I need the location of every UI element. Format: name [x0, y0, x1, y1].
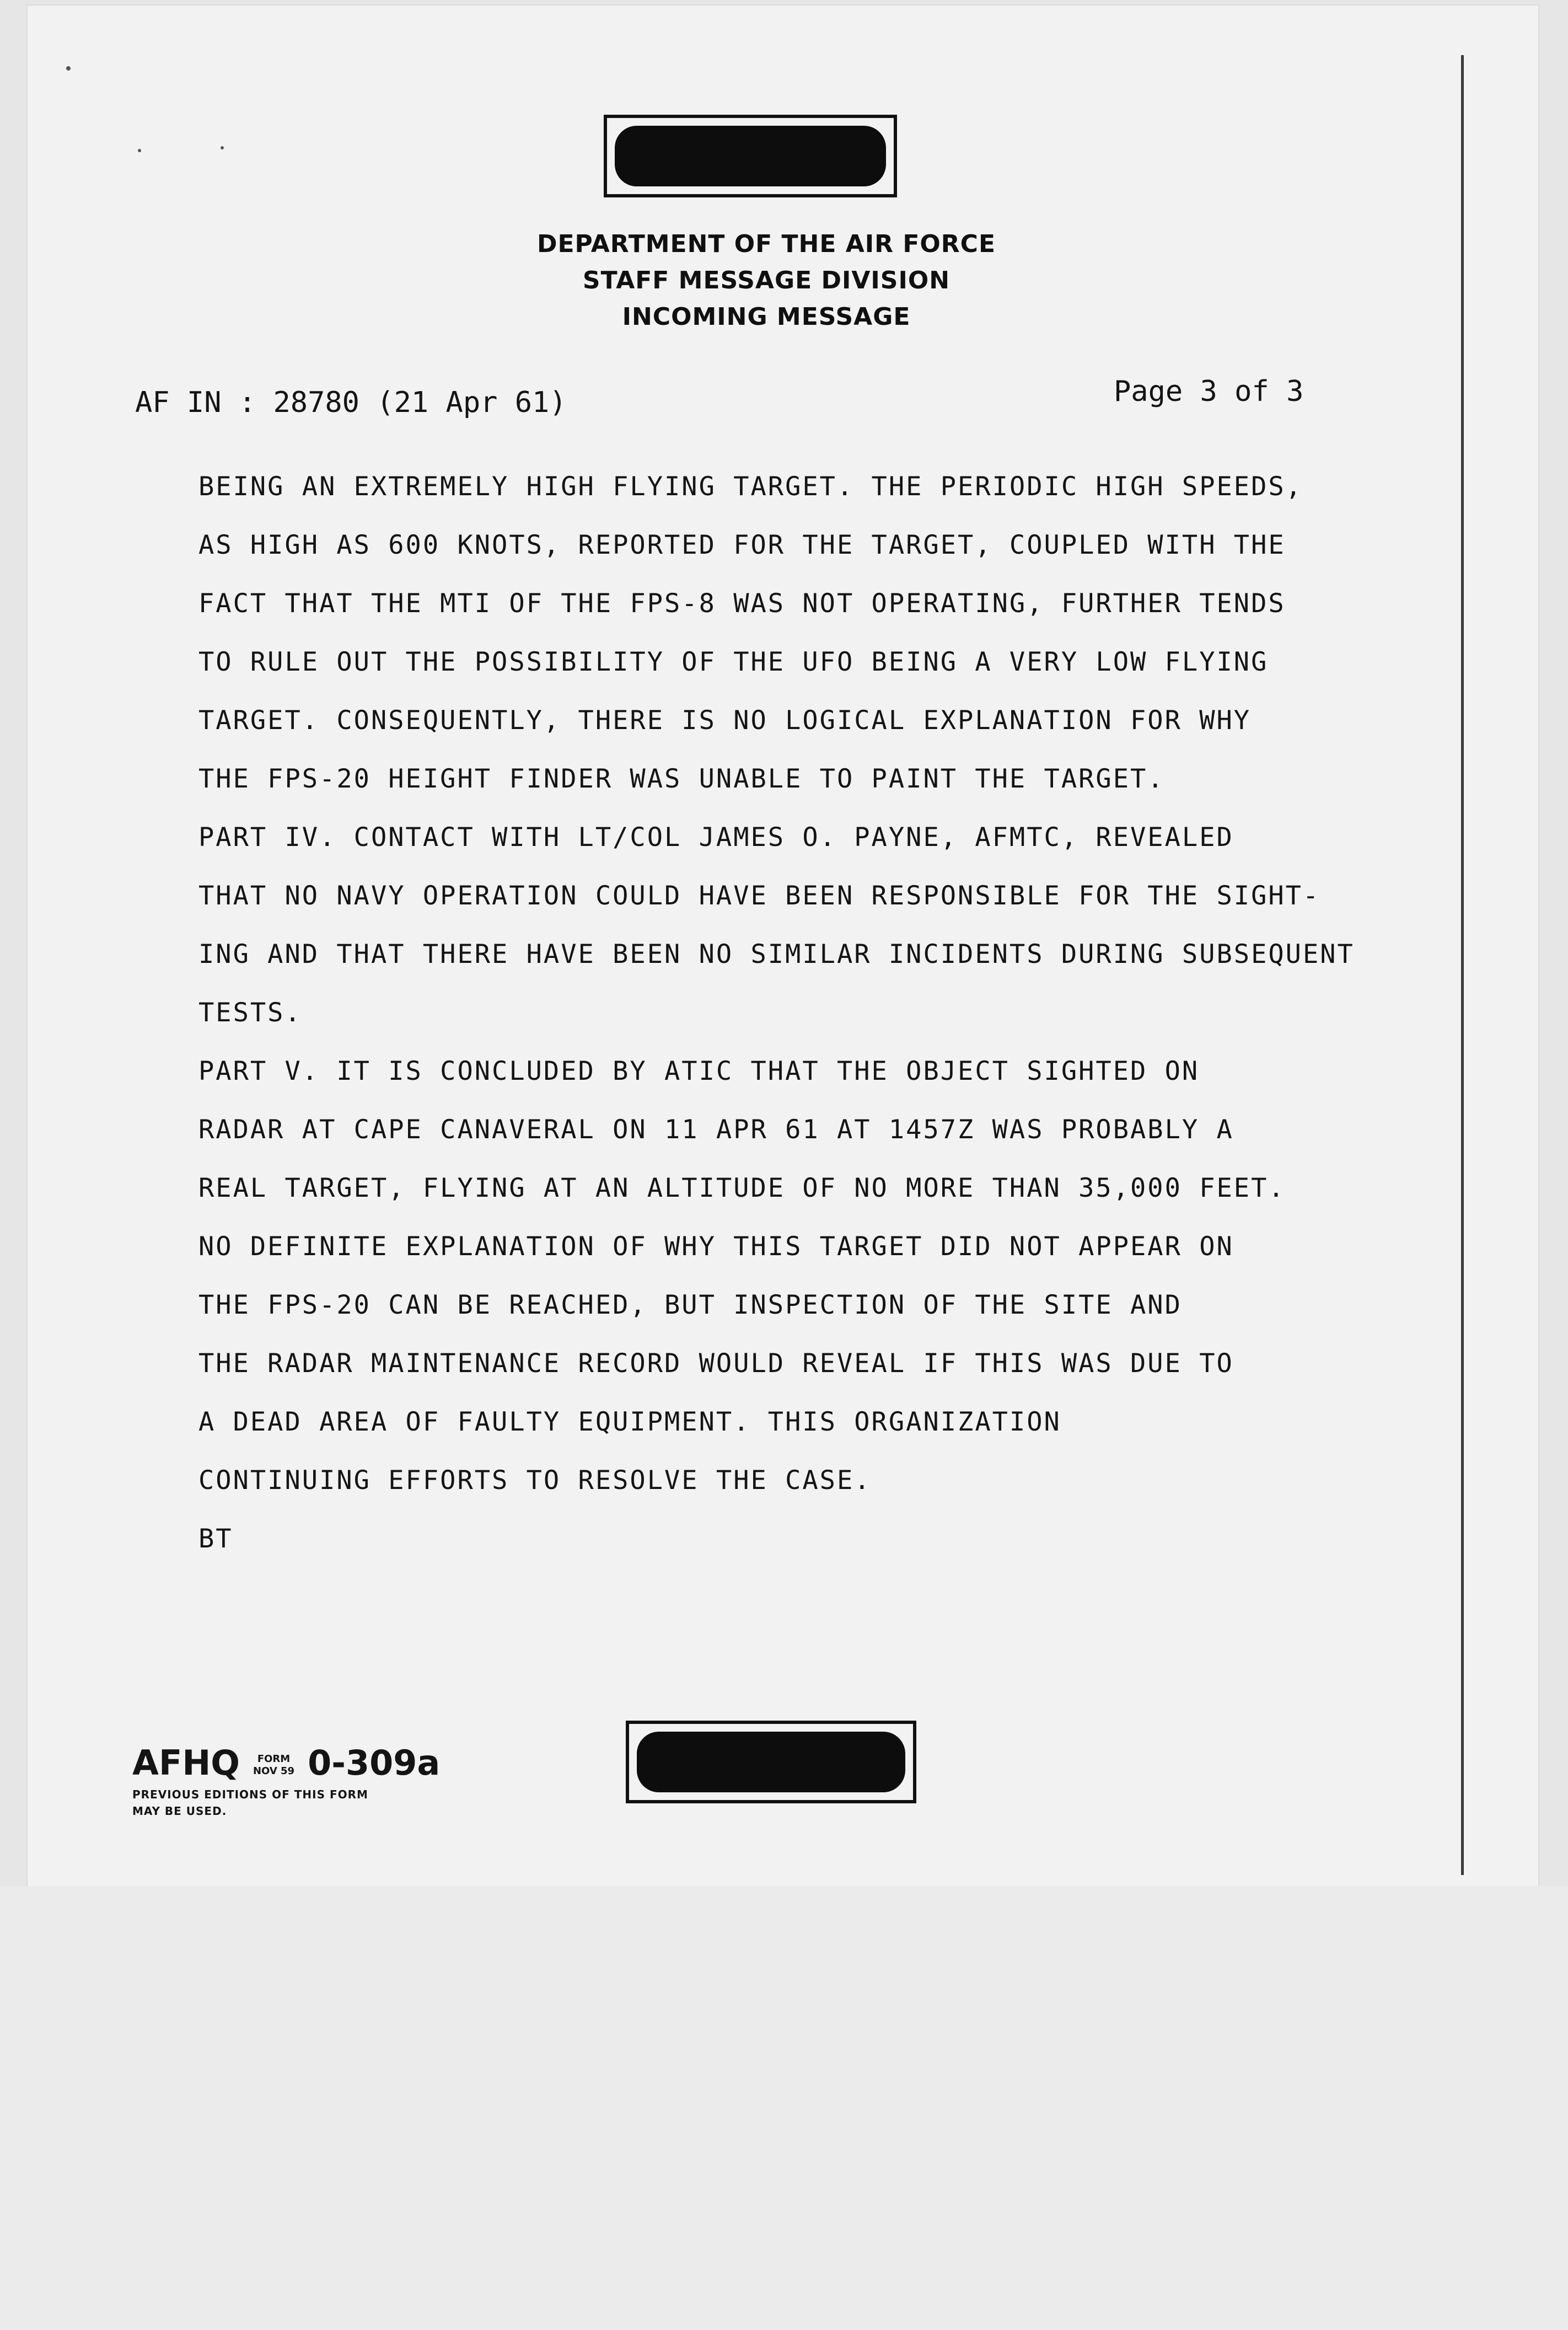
body-line: FACT THAT THE MTI OF THE FPS-8 WAS NOT OPERATING, FURTHER TENDS: [198, 588, 1286, 619]
header-message-type: INCOMING MESSAGE: [622, 303, 911, 331]
form-prefix: AFHQ: [132, 1743, 240, 1783]
body-line: A DEAD AREA OF FAULTY EQUIPMENT. THIS ORGANIZATION: [198, 1407, 1061, 1437]
af-in-number: AF IN : 28780 (21 Apr 61): [135, 386, 567, 419]
message-header: [11, 226, 1522, 335]
body-line: RADAR AT CAPE CANAVERAL ON 11 APR 61 AT 1457Z WAS PROBABLY A: [198, 1115, 1234, 1145]
scan-speck: [138, 149, 141, 152]
body-line: PART V. IT IS CONCLUDED BY ATIC THAT THE OBJECT SIGHTED ON: [198, 1056, 1200, 1086]
body-line: THE FPS-20 CAN BE REACHED, BUT INSPECTION OF THE SITE AND: [198, 1290, 1182, 1320]
body-line: PART IV. CONTACT WITH LT/COL JAMES O. PAYNE, AFMTC, REVEALED: [198, 822, 1234, 853]
header-department: DEPARTMENT OF THE AIR FORCE: [536, 230, 996, 258]
page-indicator: Page 3 of 3: [1114, 375, 1304, 408]
bottom-redacted-classification: [626, 1721, 916, 1803]
body-line: TESTS.: [198, 998, 302, 1028]
body-line: TO RULE OUT THE POSSIBILITY OF THE UFO BEING A VERY LOW FLYING: [198, 647, 1269, 677]
form-note-line: PREVIOUS EDITIONS OF THIS FORM: [132, 1788, 368, 1801]
body-line: THE RADAR MAINTENANCE RECORD WOULD REVEAL IF THIS WAS DUE TO: [198, 1348, 1234, 1379]
form-identifier: [132, 1743, 440, 1819]
scan-speck: [221, 146, 224, 149]
body-line: BEING AN EXTREMELY HIGH FLYING TARGET. THE PERIODIC HIGH SPEEDS,: [198, 472, 1303, 502]
form-note-line: MAY BE USED.: [132, 1804, 227, 1818]
form-note: [132, 1786, 440, 1819]
document-sheet: [28, 6, 1538, 1936]
body-line: TARGET. CONSEQUENTLY, THERE IS NO LOGICAL EXPLANATION FOR WHY: [198, 705, 1252, 736]
form-label: [253, 1753, 294, 1777]
form-date: NOV 59: [253, 1765, 295, 1777]
body-line: NO DEFINITE EXPLANATION OF WHY THIS TARGET DID NOT APPEAR ON: [198, 1231, 1234, 1262]
body-line: ING AND THAT THERE HAVE BEEN NO SIMILAR INCIDENTS DURING SUBSEQUENT: [198, 939, 1355, 970]
redaction-mark: [615, 126, 886, 186]
body-line: THE FPS-20 HEIGHT FINDER WAS UNABLE TO PAINT THE TARGET.: [198, 764, 1165, 794]
redaction-mark: [637, 1732, 905, 1792]
form-number: 0-309a: [308, 1743, 441, 1783]
body-line: REAL TARGET, FLYING AT AN ALTITUDE OF NO MORE THAN 35,000 FEET.: [198, 1173, 1286, 1203]
body-line: THAT NO NAVY OPERATION COULD HAVE BEEN RESPONSIBLE FOR THE SIGHT-: [198, 881, 1320, 911]
top-redacted-classification: [604, 115, 897, 197]
message-body: [198, 458, 1467, 1568]
scan-lower-margin: [0, 1886, 1568, 2330]
header-division: STAFF MESSAGE DIVISION: [582, 266, 951, 294]
body-line: BT: [198, 1524, 233, 1554]
body-line: AS HIGH AS 600 KNOTS, REPORTED FOR THE TARGET, COUPLED WITH THE: [198, 530, 1286, 560]
form-word: FORM: [257, 1753, 291, 1765]
scan-speck: [66, 66, 71, 71]
body-line: CONTINUING EFFORTS TO RESOLVE THE CASE.: [198, 1465, 872, 1496]
